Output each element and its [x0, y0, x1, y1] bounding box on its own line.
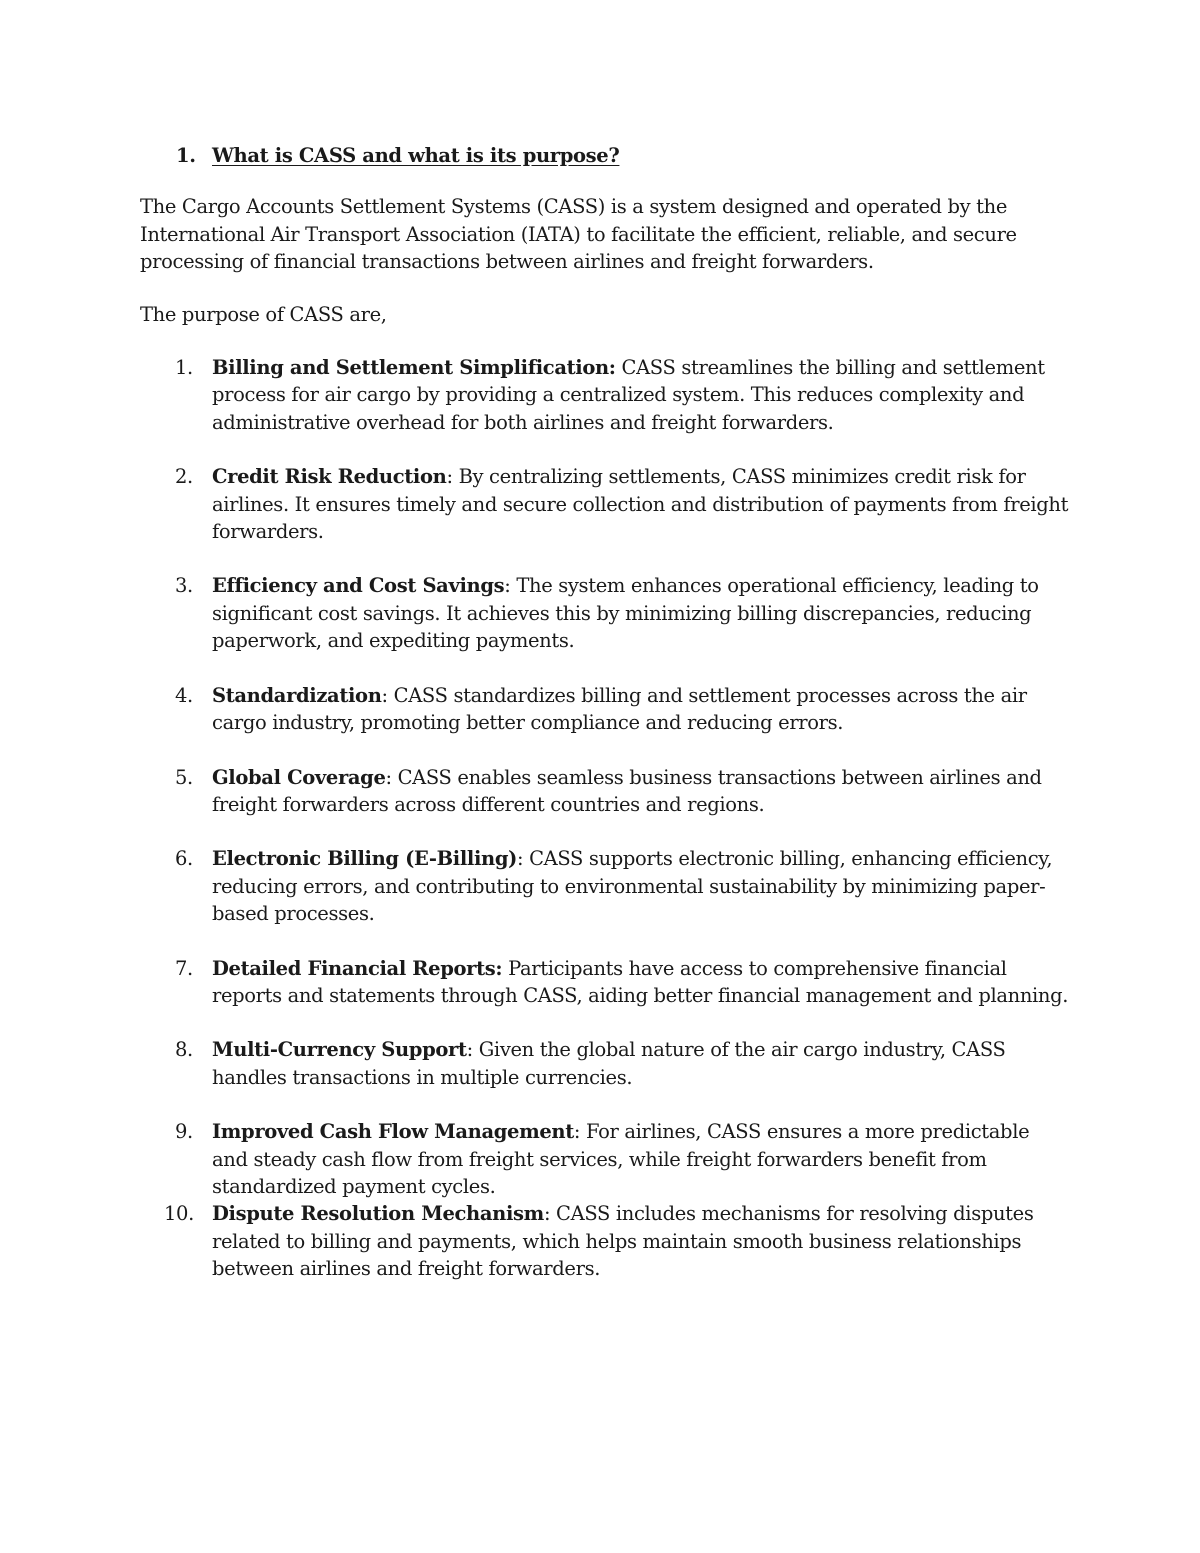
list-item-term: Credit Risk Reduction [212, 465, 447, 489]
intro-paragraph: The Cargo Accounts Settlement Systems (CASS) is a system designed and operated by the International Air Transport Association (IATA) to facilitate the efficient, reliable, and secure processing of financial transactions between airlines and freight forwarders. [140, 195, 1017, 274]
list-item-separator: : [446, 465, 453, 489]
section-heading-number: 1. [176, 144, 196, 167]
list-item-text: Given the global nature of the air cargo industry, CASS handles transactions in multiple currencies. [212, 1038, 1006, 1089]
list-item-separator: : [543, 1202, 551, 1226]
list-item-text: CASS standardizes billing and settlement processes across the air cargo industry, promoting better compliance and reducing errors. [212, 683, 1027, 735]
list-item-term: Detailed Financial Reports: [212, 956, 503, 980]
list-item-number: 8. [175, 1038, 193, 1062]
list-item [140, 1036, 1070, 1091]
section-heading-text: What is CASS and what is its purpose? [212, 144, 620, 167]
list-item-number: 10. [164, 1202, 194, 1226]
list-item [140, 463, 1070, 545]
list-item-separator: : [517, 847, 524, 871]
list-item [140, 764, 1070, 819]
list-item-body [212, 463, 1070, 545]
list-item-text: By centralizing settlements, CASS minimizes credit risk for airlines. It ensures timely and secure collection and distribution of payments from freight forwarders. [212, 465, 1069, 544]
list-item [140, 682, 1070, 737]
list-item-number: 3. [175, 574, 193, 598]
list-item-number: 4. [175, 683, 193, 707]
list-item-body [212, 354, 1070, 436]
list-item-number: 7. [175, 956, 193, 980]
list-item [140, 1200, 1070, 1282]
list-item-term: Billing and Settlement Simplification: [212, 356, 616, 380]
list-item-body [212, 1036, 1070, 1091]
list-item [140, 572, 1070, 654]
list-item [140, 845, 1070, 927]
purpose-lead-paragraph: The purpose of CASS are, [140, 302, 387, 326]
list-item-term: Global Coverage [212, 765, 386, 789]
list-item-text: Participants have access to comprehensive financial reports and statements through CASS, aiding better financial management and planning. [212, 956, 1069, 1007]
list-item-number: 5. [175, 765, 193, 789]
list-item [140, 354, 1070, 436]
list-item-separator: : [385, 765, 392, 789]
list-item-number: 6. [175, 847, 193, 871]
list-item-separator: : [573, 1120, 581, 1144]
list-item-term: Standardization [212, 683, 382, 707]
list-item-text: CASS streamlines the billing and settlement process for air cargo by providing a centralized system. This reduces complexity and administrative overhead for both airlines and freight forwarders. [212, 356, 1045, 434]
list-item-text: CASS enables seamless business transactions between airlines and freight forwarders across different countries and regions. [212, 765, 1042, 816]
list-item-body [212, 764, 1070, 819]
list-item-body [212, 1118, 1070, 1200]
document-content [140, 142, 1070, 1310]
list-item-separator: : [466, 1038, 473, 1062]
list-item-separator: : [504, 574, 511, 598]
list-item [140, 955, 1070, 1010]
list-item-term: Multi-Currency Support [212, 1038, 467, 1062]
list-item [140, 1118, 1070, 1200]
section-heading [140, 142, 1070, 169]
list-item-number: 2. [175, 465, 193, 489]
list-item-text: CASS includes mechanisms for resolving disputes related to billing and payments, which helps maintain smooth business relationships between airlines and freight forwarders. [212, 1202, 1034, 1281]
list-item-separator: : [381, 683, 388, 707]
list-item-number: 1. [175, 356, 193, 380]
list-item-text: The system enhances operational efficiency, leading to significant cost savings. It achieves this by minimizing billing discrepancies, reducing paperwork, and expediting payments. [212, 574, 1039, 653]
list-item-number: 9. [175, 1120, 193, 1144]
list-item-text: For airlines, CASS ensures a more predictable and steady cash flow from freight services, while freight forwarders benefit from standardized payment cycles. [212, 1120, 1030, 1198]
list-item-term: Dispute Resolution Mechanism [212, 1202, 544, 1226]
list-item-term: Electronic Billing (E-Billing) [212, 847, 517, 871]
list-item-body [212, 955, 1070, 1010]
list-item-body [212, 572, 1070, 654]
list-item-term: Efficiency and Cost Savings [212, 574, 505, 598]
list-item-body [212, 682, 1070, 737]
list-item-term: Improved Cash Flow Management [212, 1120, 574, 1144]
list-item-body [212, 1200, 1070, 1282]
list-item-text: CASS supports electronic billing, enhancing efficiency, reducing errors, and contributing to environmental sustainability by minimizing paper-based processes. [212, 847, 1053, 926]
list-item-body [212, 845, 1070, 927]
purpose-list [140, 354, 1070, 1283]
